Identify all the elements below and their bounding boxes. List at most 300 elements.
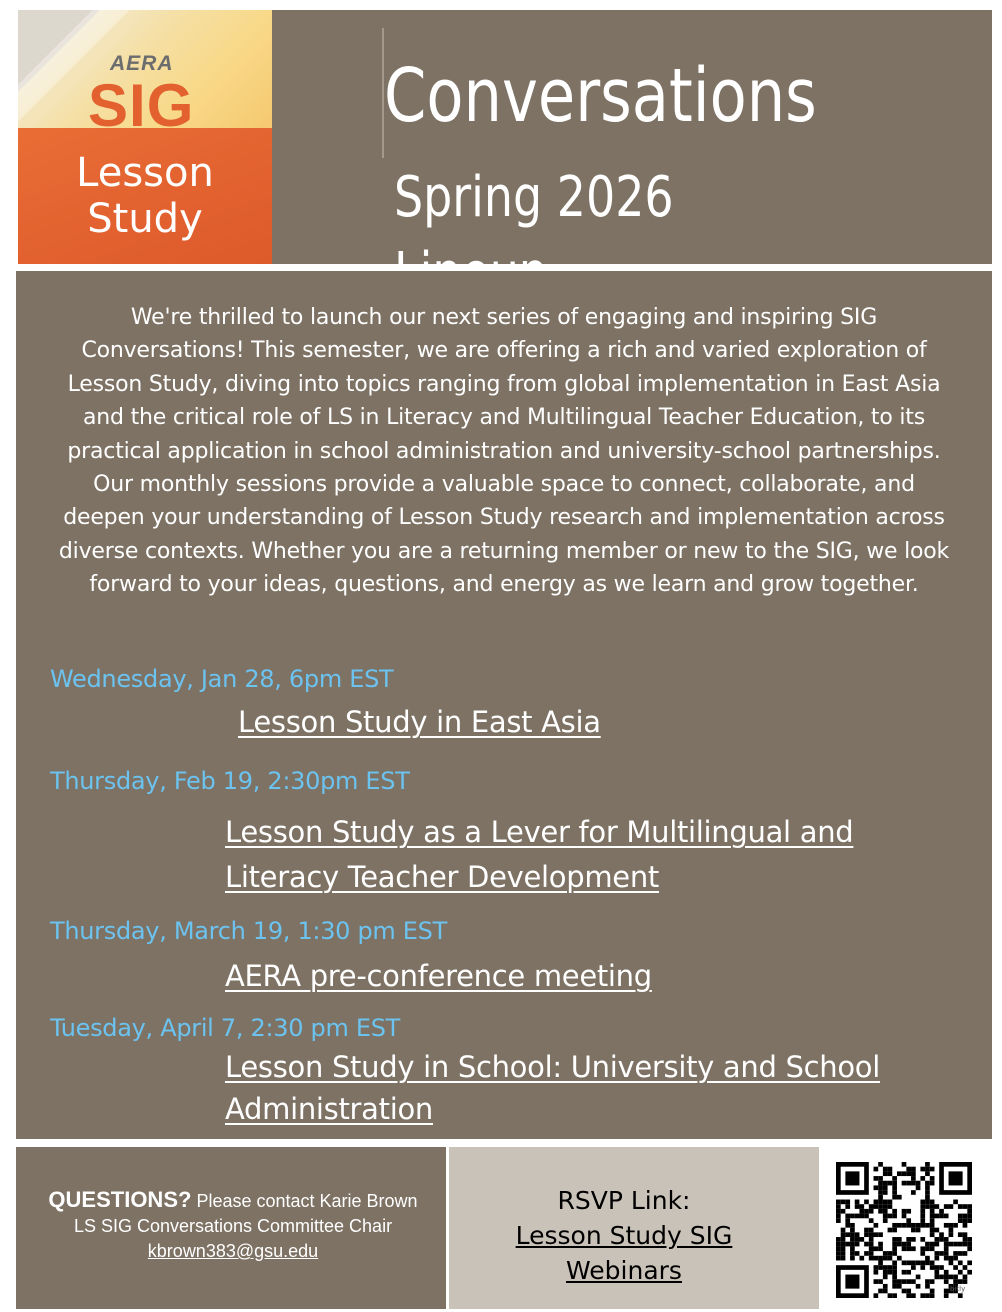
qr-module [874, 1185, 879, 1190]
qr-module [925, 1195, 930, 1200]
qr-module [949, 1275, 954, 1280]
qr-module [874, 1200, 879, 1205]
qr-module [888, 1251, 893, 1256]
qr-module [855, 1232, 860, 1237]
qr-module [953, 1275, 958, 1280]
qr-module [855, 1214, 860, 1219]
qr-module [916, 1185, 921, 1190]
qr-module [930, 1265, 935, 1270]
qr-module [920, 1237, 925, 1242]
qr-module [911, 1171, 916, 1176]
qr-module [850, 1256, 855, 1261]
qr-module [845, 1214, 850, 1219]
qr-module [958, 1270, 963, 1275]
qr-module [967, 1214, 972, 1219]
qr-module [850, 1232, 855, 1237]
qr-module [841, 1200, 846, 1205]
qr-module [906, 1209, 911, 1214]
qr-module [930, 1167, 935, 1172]
qr-module [841, 1209, 846, 1214]
qr-module [888, 1293, 893, 1298]
qr-module [925, 1185, 930, 1190]
qr-module [864, 1214, 869, 1219]
qr-module [911, 1228, 916, 1233]
qr-module [878, 1181, 883, 1186]
qr-module [958, 1293, 963, 1298]
qr-module [878, 1209, 883, 1214]
qr-module [845, 1204, 850, 1209]
qr-module [911, 1167, 916, 1172]
qr-module [892, 1209, 897, 1214]
qr-module [920, 1218, 925, 1223]
qr-module [883, 1289, 888, 1294]
qr-module [911, 1176, 916, 1181]
qr-module [892, 1228, 897, 1233]
qr-module [953, 1242, 958, 1247]
qr-module [906, 1218, 911, 1223]
qr-module [874, 1265, 879, 1270]
qr-module [967, 1218, 972, 1223]
qr-module [953, 1251, 958, 1256]
qr-module [902, 1214, 907, 1219]
qr-module [925, 1171, 930, 1176]
qr-module [874, 1256, 879, 1261]
qr-module [892, 1265, 897, 1270]
qr-module [883, 1284, 888, 1289]
qr-module [944, 1251, 949, 1256]
qr-module [920, 1209, 925, 1214]
qr-module [841, 1228, 846, 1233]
qr-module [949, 1242, 954, 1247]
qr-module [841, 1232, 846, 1237]
qr-module [953, 1256, 958, 1261]
qr-module [836, 1204, 841, 1209]
qr-module [883, 1214, 888, 1219]
qr-module [920, 1214, 925, 1219]
qr-module [897, 1256, 902, 1261]
qr-module [883, 1167, 888, 1172]
qr-module [963, 1223, 968, 1228]
qr-module [911, 1246, 916, 1251]
qr-module [916, 1228, 921, 1233]
qr-module [925, 1162, 930, 1167]
qr-module [906, 1279, 911, 1284]
qr-module [939, 1209, 944, 1214]
qr-code-icon [836, 1162, 972, 1298]
qr-module [897, 1284, 902, 1289]
qr-finder-inner [845, 1171, 859, 1185]
page-subtitle: Spring 2026 [394, 165, 674, 230]
qr-module [911, 1190, 916, 1195]
logo-aera-text: AERA [110, 52, 174, 75]
qr-module [930, 1242, 935, 1247]
qr-module [883, 1265, 888, 1270]
qr-module [855, 1204, 860, 1209]
qr-module [841, 1237, 846, 1242]
rsvp-label: RSVP Link: [557, 1186, 691, 1215]
qr-module [892, 1260, 897, 1265]
qr-module [930, 1232, 935, 1237]
qr-module [883, 1171, 888, 1176]
qr-module [939, 1214, 944, 1219]
qr-module [963, 1265, 968, 1270]
qr-module [920, 1260, 925, 1265]
qr-module [878, 1265, 883, 1270]
qr-module [878, 1242, 883, 1247]
qr-module [897, 1195, 902, 1200]
qr-module [967, 1209, 972, 1214]
qr-module [944, 1275, 949, 1280]
qr-module [874, 1223, 879, 1228]
qr-module [963, 1275, 968, 1280]
qr-module [916, 1260, 921, 1265]
qr-module [930, 1279, 935, 1284]
qr-module [836, 1218, 841, 1223]
qr-module [892, 1181, 897, 1186]
qr-module [967, 1270, 972, 1275]
qr-module [934, 1251, 939, 1256]
qr-module [949, 1260, 954, 1265]
qr-module [925, 1284, 930, 1289]
qr-module [836, 1256, 841, 1261]
event-title-1[interactable]: Lesson Study in East Asia [238, 705, 601, 739]
qr-module [864, 1228, 869, 1233]
qr-module [958, 1218, 963, 1223]
qr-module [878, 1246, 883, 1251]
qr-module [934, 1275, 939, 1280]
qr-module [930, 1228, 935, 1233]
qr-module [925, 1223, 930, 1228]
event-title-2-line1[interactable]: Lesson Study as a Lever for Multilingual and [225, 815, 854, 849]
qr-module [883, 1185, 888, 1190]
qr-module [874, 1176, 879, 1181]
qr-module [925, 1181, 930, 1186]
qr-module [930, 1176, 935, 1181]
qr-module [967, 1237, 972, 1242]
intro-paragraph: We're thrilled to launch our next series of engaging and inspiring SIG Conversations! This semester, we are offering a rich and varied exploration of Lesson Study, diving into topics ranging from global implementation in East Asia and the critical role of LS in Literacy and Multilingual Teacher Education, to its practical application in school administration and university-school partnerships. Our monthly sessions provide a valuable space to connect, collaborate, and deepen your understanding of Lesson Study research and implementation across diverse contexts. Whether you are a returning member or new to the SIG, we look forward to your ideas, questions, and energy as we learn and grow together. [58, 305, 950, 598]
qr-module [911, 1279, 916, 1284]
qr-module [864, 1232, 869, 1237]
qr-module [855, 1251, 860, 1256]
qr-module [967, 1246, 972, 1251]
qr-module [841, 1251, 846, 1256]
qr-module [850, 1223, 855, 1228]
qr-module [925, 1190, 930, 1195]
qr-module [920, 1176, 925, 1181]
qr-module [836, 1214, 841, 1219]
event-date-3: Thursday, March 19, 1:30 pm EST [50, 917, 447, 945]
questions-contact: Please contact Karie Brown LS SIG Conversations Committee Chair [73, 1191, 418, 1236]
qr-module [930, 1293, 935, 1298]
qr-module [892, 1190, 897, 1195]
rsvp-block [449, 1183, 799, 1288]
qr-module [892, 1176, 897, 1181]
qr-module [967, 1242, 972, 1247]
qr-module [920, 1265, 925, 1270]
qr-module [934, 1242, 939, 1247]
qr-module [883, 1200, 888, 1205]
qr-module [944, 1256, 949, 1261]
qr-module [892, 1214, 897, 1219]
qr-module [845, 1218, 850, 1223]
qr-module [953, 1279, 958, 1284]
qr-module [878, 1176, 883, 1181]
qr-module [874, 1270, 879, 1275]
page-title: Conversations [384, 53, 817, 139]
qr-module [892, 1279, 897, 1284]
qr-module [906, 1223, 911, 1228]
qr-module [958, 1204, 963, 1209]
qr-module [930, 1289, 935, 1294]
qr-module [855, 1242, 860, 1247]
qr-module [883, 1181, 888, 1186]
qr-module [892, 1242, 897, 1247]
qr-module [911, 1237, 916, 1242]
qr-module [939, 1265, 944, 1270]
qr-module [963, 1251, 968, 1256]
qr-module [836, 1237, 841, 1242]
qr-module [902, 1260, 907, 1265]
event-title-4-line1[interactable]: Lesson Study in School: University and School [225, 1050, 880, 1084]
qr-module [920, 1223, 925, 1228]
qr-module [949, 1228, 954, 1233]
questions-text [38, 1187, 428, 1264]
qr-module [845, 1232, 850, 1237]
qr-module [897, 1242, 902, 1247]
qr-module [920, 1200, 925, 1205]
qr-module [911, 1265, 916, 1270]
qr-module [930, 1181, 935, 1186]
qr-module [878, 1279, 883, 1284]
qr-module [888, 1270, 893, 1275]
qr-module [925, 1204, 930, 1209]
qr-module [874, 1293, 879, 1298]
qr-module [953, 1200, 958, 1205]
qr-module [939, 1251, 944, 1256]
qr-module [934, 1270, 939, 1275]
qr-caption: bitly [950, 1285, 966, 1293]
qr-module [958, 1251, 963, 1256]
qr-module [963, 1279, 968, 1284]
qr-module [888, 1181, 893, 1186]
qr-module [925, 1256, 930, 1261]
qr-module [967, 1260, 972, 1265]
qr-module [925, 1293, 930, 1298]
logo-study-text: Study [87, 196, 203, 242]
qr-module [963, 1237, 968, 1242]
qr-module [916, 1284, 921, 1289]
qr-finder-inner [845, 1275, 859, 1289]
qr-module [939, 1232, 944, 1237]
qr-module [930, 1204, 935, 1209]
qr-module [958, 1260, 963, 1265]
qr-module [944, 1223, 949, 1228]
questions-panel [16, 1147, 446, 1309]
qr-module [902, 1181, 907, 1186]
qr-module [934, 1228, 939, 1233]
qr-module [836, 1246, 841, 1251]
qr-module [958, 1232, 963, 1237]
qr-module [855, 1237, 860, 1242]
qr-module [878, 1260, 883, 1265]
qr-module [869, 1237, 874, 1242]
qr-module [869, 1204, 874, 1209]
qr-module [911, 1260, 916, 1265]
qr-module [883, 1270, 888, 1275]
qr-module [874, 1167, 879, 1172]
qr-module [958, 1279, 963, 1284]
qr-module [902, 1279, 907, 1284]
qr-module [850, 1228, 855, 1233]
qr-module [906, 1289, 911, 1294]
qr-module [892, 1293, 897, 1298]
qr-module [878, 1256, 883, 1261]
qr-module [906, 1181, 911, 1186]
qr-module [934, 1256, 939, 1261]
qr-module [888, 1204, 893, 1209]
qr-module [878, 1200, 883, 1205]
main-panel [16, 271, 992, 1139]
qr-module [897, 1223, 902, 1228]
qr-module [925, 1242, 930, 1247]
qr-module [902, 1162, 907, 1167]
qr-module [836, 1200, 841, 1205]
qr-module [949, 1204, 954, 1209]
qr-module [836, 1209, 841, 1214]
event-date-4: Tuesday, April 7, 2:30 pm EST [50, 1014, 401, 1042]
qr-module [920, 1167, 925, 1172]
qr-module [953, 1265, 958, 1270]
qr-module [892, 1284, 897, 1289]
qr-module [902, 1242, 907, 1247]
qr-module [906, 1242, 911, 1247]
qr-module [916, 1275, 921, 1280]
qr-module [888, 1167, 893, 1172]
qr-module [850, 1237, 855, 1242]
qr-module [902, 1209, 907, 1214]
qr-module [934, 1204, 939, 1209]
qr-module [859, 1256, 864, 1261]
logo-sig-text: SIG [88, 72, 195, 139]
qr-module [930, 1214, 935, 1219]
qr-module [944, 1246, 949, 1251]
qr-module [888, 1214, 893, 1219]
event-title-4-line2[interactable]: Administration [225, 1092, 434, 1126]
qr-module [845, 1223, 850, 1228]
rsvp-qr-code[interactable] [836, 1162, 972, 1298]
logo-lesson-text: Lesson [76, 150, 214, 196]
qr-module [949, 1232, 954, 1237]
qr-module [934, 1265, 939, 1270]
qr-module [916, 1223, 921, 1228]
qr-module [892, 1237, 897, 1242]
aera-sig-lesson-study-logo [18, 10, 272, 264]
event-title-3[interactable]: AERA pre-conference meeting [225, 959, 652, 993]
event-date-2: Thursday, Feb 19, 2:30pm EST [50, 767, 410, 795]
qr-module [864, 1200, 869, 1205]
qr-module [953, 1223, 958, 1228]
rsvp-link-line1[interactable]: Lesson Study SIG [515, 1221, 733, 1250]
qr-module [874, 1232, 879, 1237]
event-date-1: Wednesday, Jan 28, 6pm EST [50, 665, 394, 693]
qr-module [930, 1218, 935, 1223]
qr-module [911, 1223, 916, 1228]
qr-module [967, 1204, 972, 1209]
qr-module [944, 1204, 949, 1209]
qr-module [869, 1256, 874, 1261]
qr-module [864, 1209, 869, 1214]
contact-email-link[interactable]: kbrown383@gsu.edu [147, 1241, 319, 1261]
qr-module [836, 1242, 841, 1247]
qr-module [916, 1181, 921, 1186]
qr-module [963, 1214, 968, 1219]
qr-module [883, 1218, 888, 1223]
qr-module [906, 1270, 911, 1275]
qr-module [845, 1242, 850, 1247]
qr-module [925, 1200, 930, 1205]
qr-module [892, 1223, 897, 1228]
qr-module [845, 1200, 850, 1205]
qr-module [883, 1251, 888, 1256]
qr-module [925, 1246, 930, 1251]
qr-module [897, 1171, 902, 1176]
qr-module [963, 1232, 968, 1237]
qr-module [850, 1214, 855, 1219]
qr-module [850, 1242, 855, 1247]
qr-module [906, 1293, 911, 1298]
qr-module [902, 1270, 907, 1275]
qr-module [874, 1279, 879, 1284]
qr-module [897, 1237, 902, 1242]
qr-module [888, 1228, 893, 1233]
qr-module [906, 1171, 911, 1176]
qr-module [963, 1218, 968, 1223]
rsvp-link-line2[interactable]: Webinars [566, 1256, 682, 1285]
qr-module [878, 1195, 883, 1200]
qr-module [892, 1195, 897, 1200]
qr-module [878, 1232, 883, 1237]
qr-module [850, 1251, 855, 1256]
qr-module [920, 1251, 925, 1256]
qr-module [878, 1289, 883, 1294]
qr-module [944, 1293, 949, 1298]
qr-module [883, 1275, 888, 1280]
event-title-2-line2[interactable]: Literacy Teacher Development [225, 860, 659, 894]
qr-module [888, 1256, 893, 1261]
qr-module [869, 1232, 874, 1237]
qr-module [883, 1256, 888, 1261]
qr-module [963, 1242, 968, 1247]
qr-module [906, 1260, 911, 1265]
qr-module [920, 1293, 925, 1298]
qr-module [841, 1256, 846, 1261]
qr-module [864, 1242, 869, 1247]
qr-module [949, 1256, 954, 1261]
qr-module [920, 1204, 925, 1209]
qr-module [836, 1251, 841, 1256]
qr-module [888, 1171, 893, 1176]
qr-module [902, 1223, 907, 1228]
qr-module [944, 1279, 949, 1284]
qr-module [841, 1246, 846, 1251]
qr-module [892, 1251, 897, 1256]
qr-module [859, 1209, 864, 1214]
qr-module [878, 1162, 883, 1167]
qr-module [869, 1209, 874, 1214]
qr-module [925, 1279, 930, 1284]
qr-module [906, 1237, 911, 1242]
qr-module [958, 1214, 963, 1219]
